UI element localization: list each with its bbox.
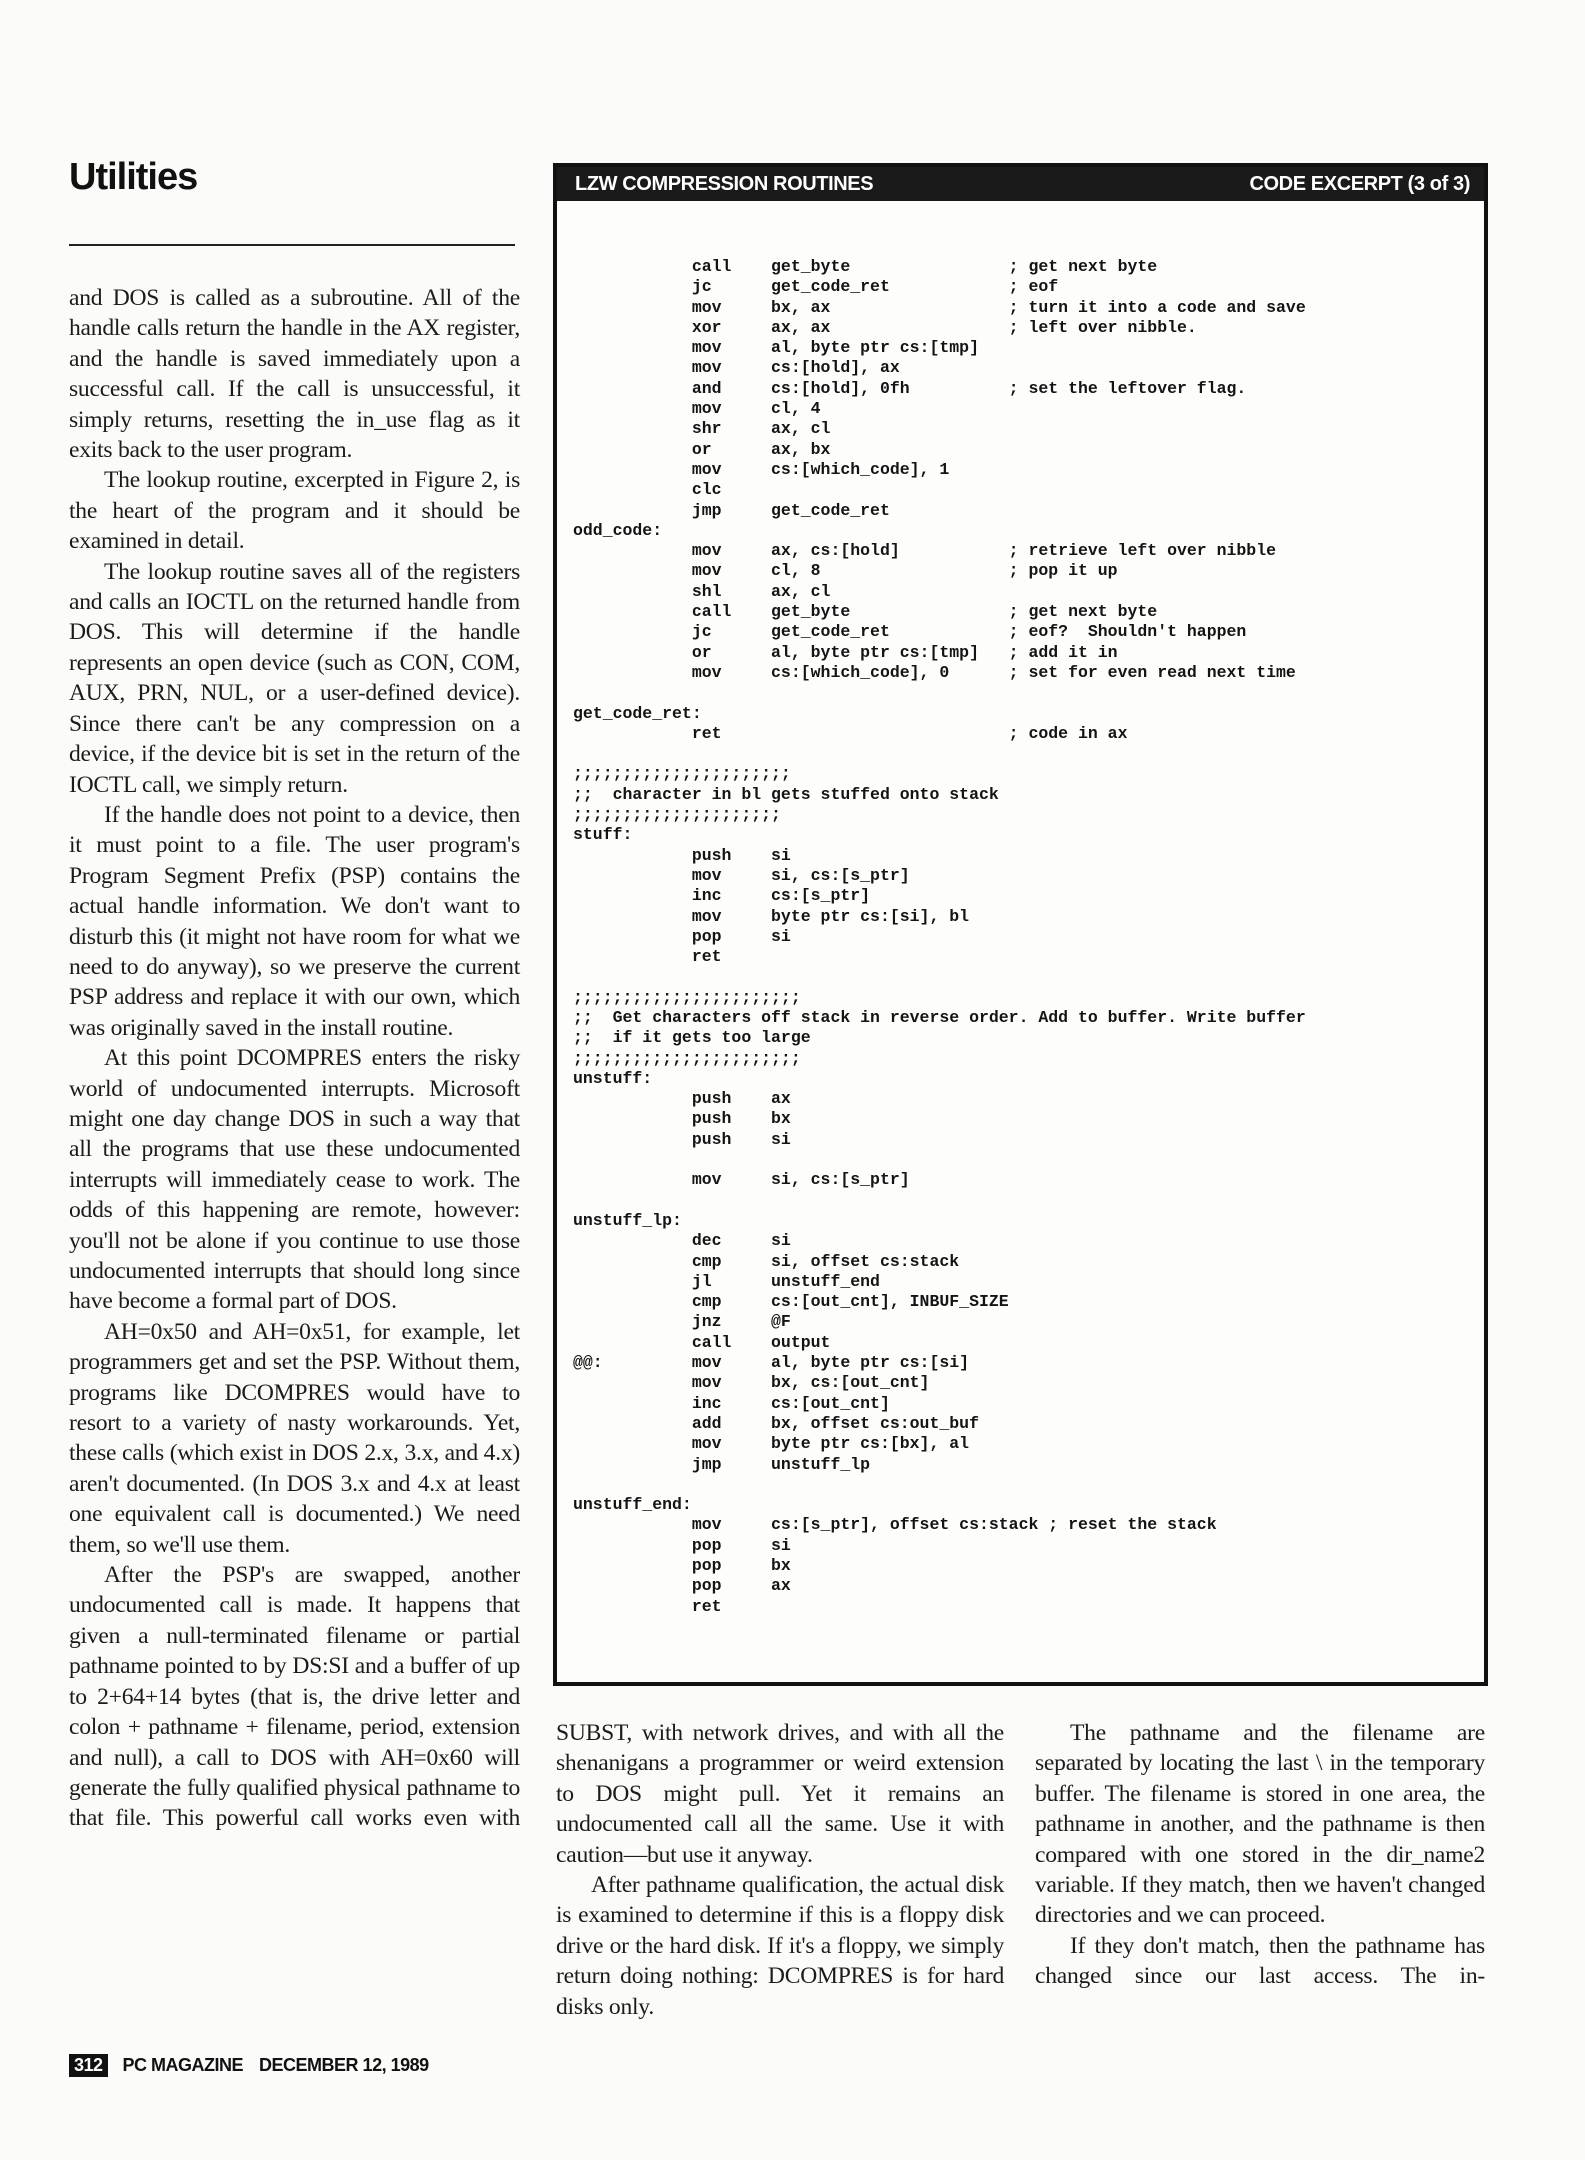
paragraph: After the PSP's are swapped, another undocumented call is made. It happens that given a null-terminated filename or partial pathname pointed to by DS:SI and a buffer of up to 2+64+14 bytes (that is, the drive letter and colon + pathname + filename, period, extension and null), a call to DOS with AH=0x60 will generate the fully qualified physical pathname to that file. This powerful call works even with — [69, 1562, 520, 1832]
paragraph: SUBST, with network drives, and with all the shenanigans a programmer or weird extension to DOS might pull. Yet it remains an undocumented call all the same. Use it with caution—but use it anyway. — [556, 1720, 1004, 1868]
section-title: Utilities — [69, 156, 198, 198]
paragraph: At this point DCOMPRES enters the risky world of undocumented interrupts. Microsoft might one day change DOS in such a way that all the programs that use these undocumented interrupts will immediately cease to work. The odds of this happening are remote, however: you'll not be alone if you continue to use those undocumented interrupts that should long since have become a formal part of DOS. — [69, 1045, 520, 1315]
code-box-header — [557, 167, 1484, 201]
middle-column — [556, 1718, 1004, 2022]
publication-name: PC MAGAZINE — [122, 2055, 244, 2075]
issue-date: DECEMBER 12, 1989 — [259, 2055, 429, 2075]
code-box-label: CODE EXCERPT (3 of 3) — [1249, 172, 1470, 195]
paragraph: The lookup routine, excerpted in Figure 2, is the heart of the program and it should be examined in detail. — [69, 467, 520, 555]
paragraph: and DOS is called as a subroutine. All of the handle calls return the handle in the AX register, and the handle is saved immediately upon a successful call. If the call is unsuccessful, it simply returns, resetting the in_use flag as it exits back to the user program. — [69, 285, 520, 464]
right-column — [1035, 1718, 1485, 1992]
page-number: 312 — [69, 2054, 108, 2077]
paragraph: If the handle does not point to a device, then it must point to a file. The user program's Program Segment Prefix (PSP) contains the actual handle information. We don't want to disturb this (it might not have room for what we need to do anyway), so we preserve the current PSP address and replace it with our own, which was originally saved in the install routine. — [69, 801, 520, 1041]
page-footer — [69, 2054, 429, 2077]
code-excerpt-box — [553, 163, 1488, 1686]
paragraph: AH=0x50 and AH=0x51, for example, let programmers get and set the PSP. Without them, programs like DCOMPRES would have to resort to a variety of nasty workarounds. Yet, these calls (which exist in DOS 2.x, 3.x, and 4.x) aren't documented. (In DOS 3.x and 4.x at least one equivalent call is documented.) We need them, so we'll use them. — [69, 1318, 520, 1558]
paragraph: The pathname and the filename are separated by locating the last \ in the temporary buffer. The filename is stored in one area, the pathname in another, and the pathname is then compared with one stored in the dir_name2 variable. If they match, then we haven't changed directories and we can proceed. — [1035, 1720, 1485, 1929]
code-listing: call get_byte ; get next byte jc get_code_ret ; eof mov bx, ax ; turn it into a code and save xor ax, ax ; left over nibble. mov al, byte ptr cs:[tmp] mov cs:[hold], ax and cs:[hold], 0fh ; set the leftover flag. mov cl, 4 shr ax, cl or ax, bx mov cs:[which_code], 1 clc jmp get_code_ret odd_code: mov ax, cs:[hold] ; retrieve left over nibble mov cl, 8 ; pop it up shl ax, cl call get_byte ; get next byte jc get_code_ret ; eof? Shouldn't happen or al, byte ptr cs:[tmp] ; add it in mov cs:[which_code], 0 ; set for even read next time get_code_ret: ret ; code in ax ;;;;;;;;;;;;;;;;;;;;;; ;; character in bl gets stuffed onto stack ;;;;;;;;;;;;;;;;;;;;; stuff: push si mov si, cs:[s_ptr] inc cs:[s_ptr] mov byte ptr cs:[si], bl pop si ret ;;;;;;;;;;;;;;;;;;;;;;; ;; Get characters off stack in reverse order. Add to buffer. Write buffer ;; if it gets too large ;;;;;;;;;;;;;;;;;;;;;;; unstuff: push ax push bx push si mov si, cs:[s_ptr] unstuff_lp: dec si cmp si, offset cs:stack jl unstuff_end cmp cs:[out_cnt], INBUF_SIZE jnz @F call output @@: mov al, byte ptr cs:[si] mov bx, cs:[out_cnt] inc cs:[out_cnt] add bx, offset cs:out_buf mov byte ptr cs:[bx], al jmp unstuff_lp unstuff_end: mov cs:[s_ptr], offset cs:stack ; reset the stack pop si pop bx pop ax ret — [573, 257, 1306, 1616]
title-rule — [69, 244, 515, 246]
paragraph: If they don't match, then the pathname has changed since our last access. The in- — [1035, 1932, 1485, 1990]
code-box-title: LZW COMPRESSION ROUTINES — [575, 172, 874, 195]
paragraph: The lookup routine saves all of the registers and calls an IOCTL on the returned handle from DOS. This will determine if the handle represents an open device (such as CON, COM, AUX, PRN, NUL, or a user-defined device). Since there can't be any compression on a device, if the device bit is set in the return of the IOCTL call, we simply return. — [69, 558, 520, 798]
left-column — [69, 283, 520, 1834]
paragraph: After pathname qualification, the actual disk is examined to determine if this is a floppy disk drive or the hard disk. If it's a floppy, we simply return doing nothing: DCOMPRES is for hard disks only. — [556, 1872, 1004, 2020]
